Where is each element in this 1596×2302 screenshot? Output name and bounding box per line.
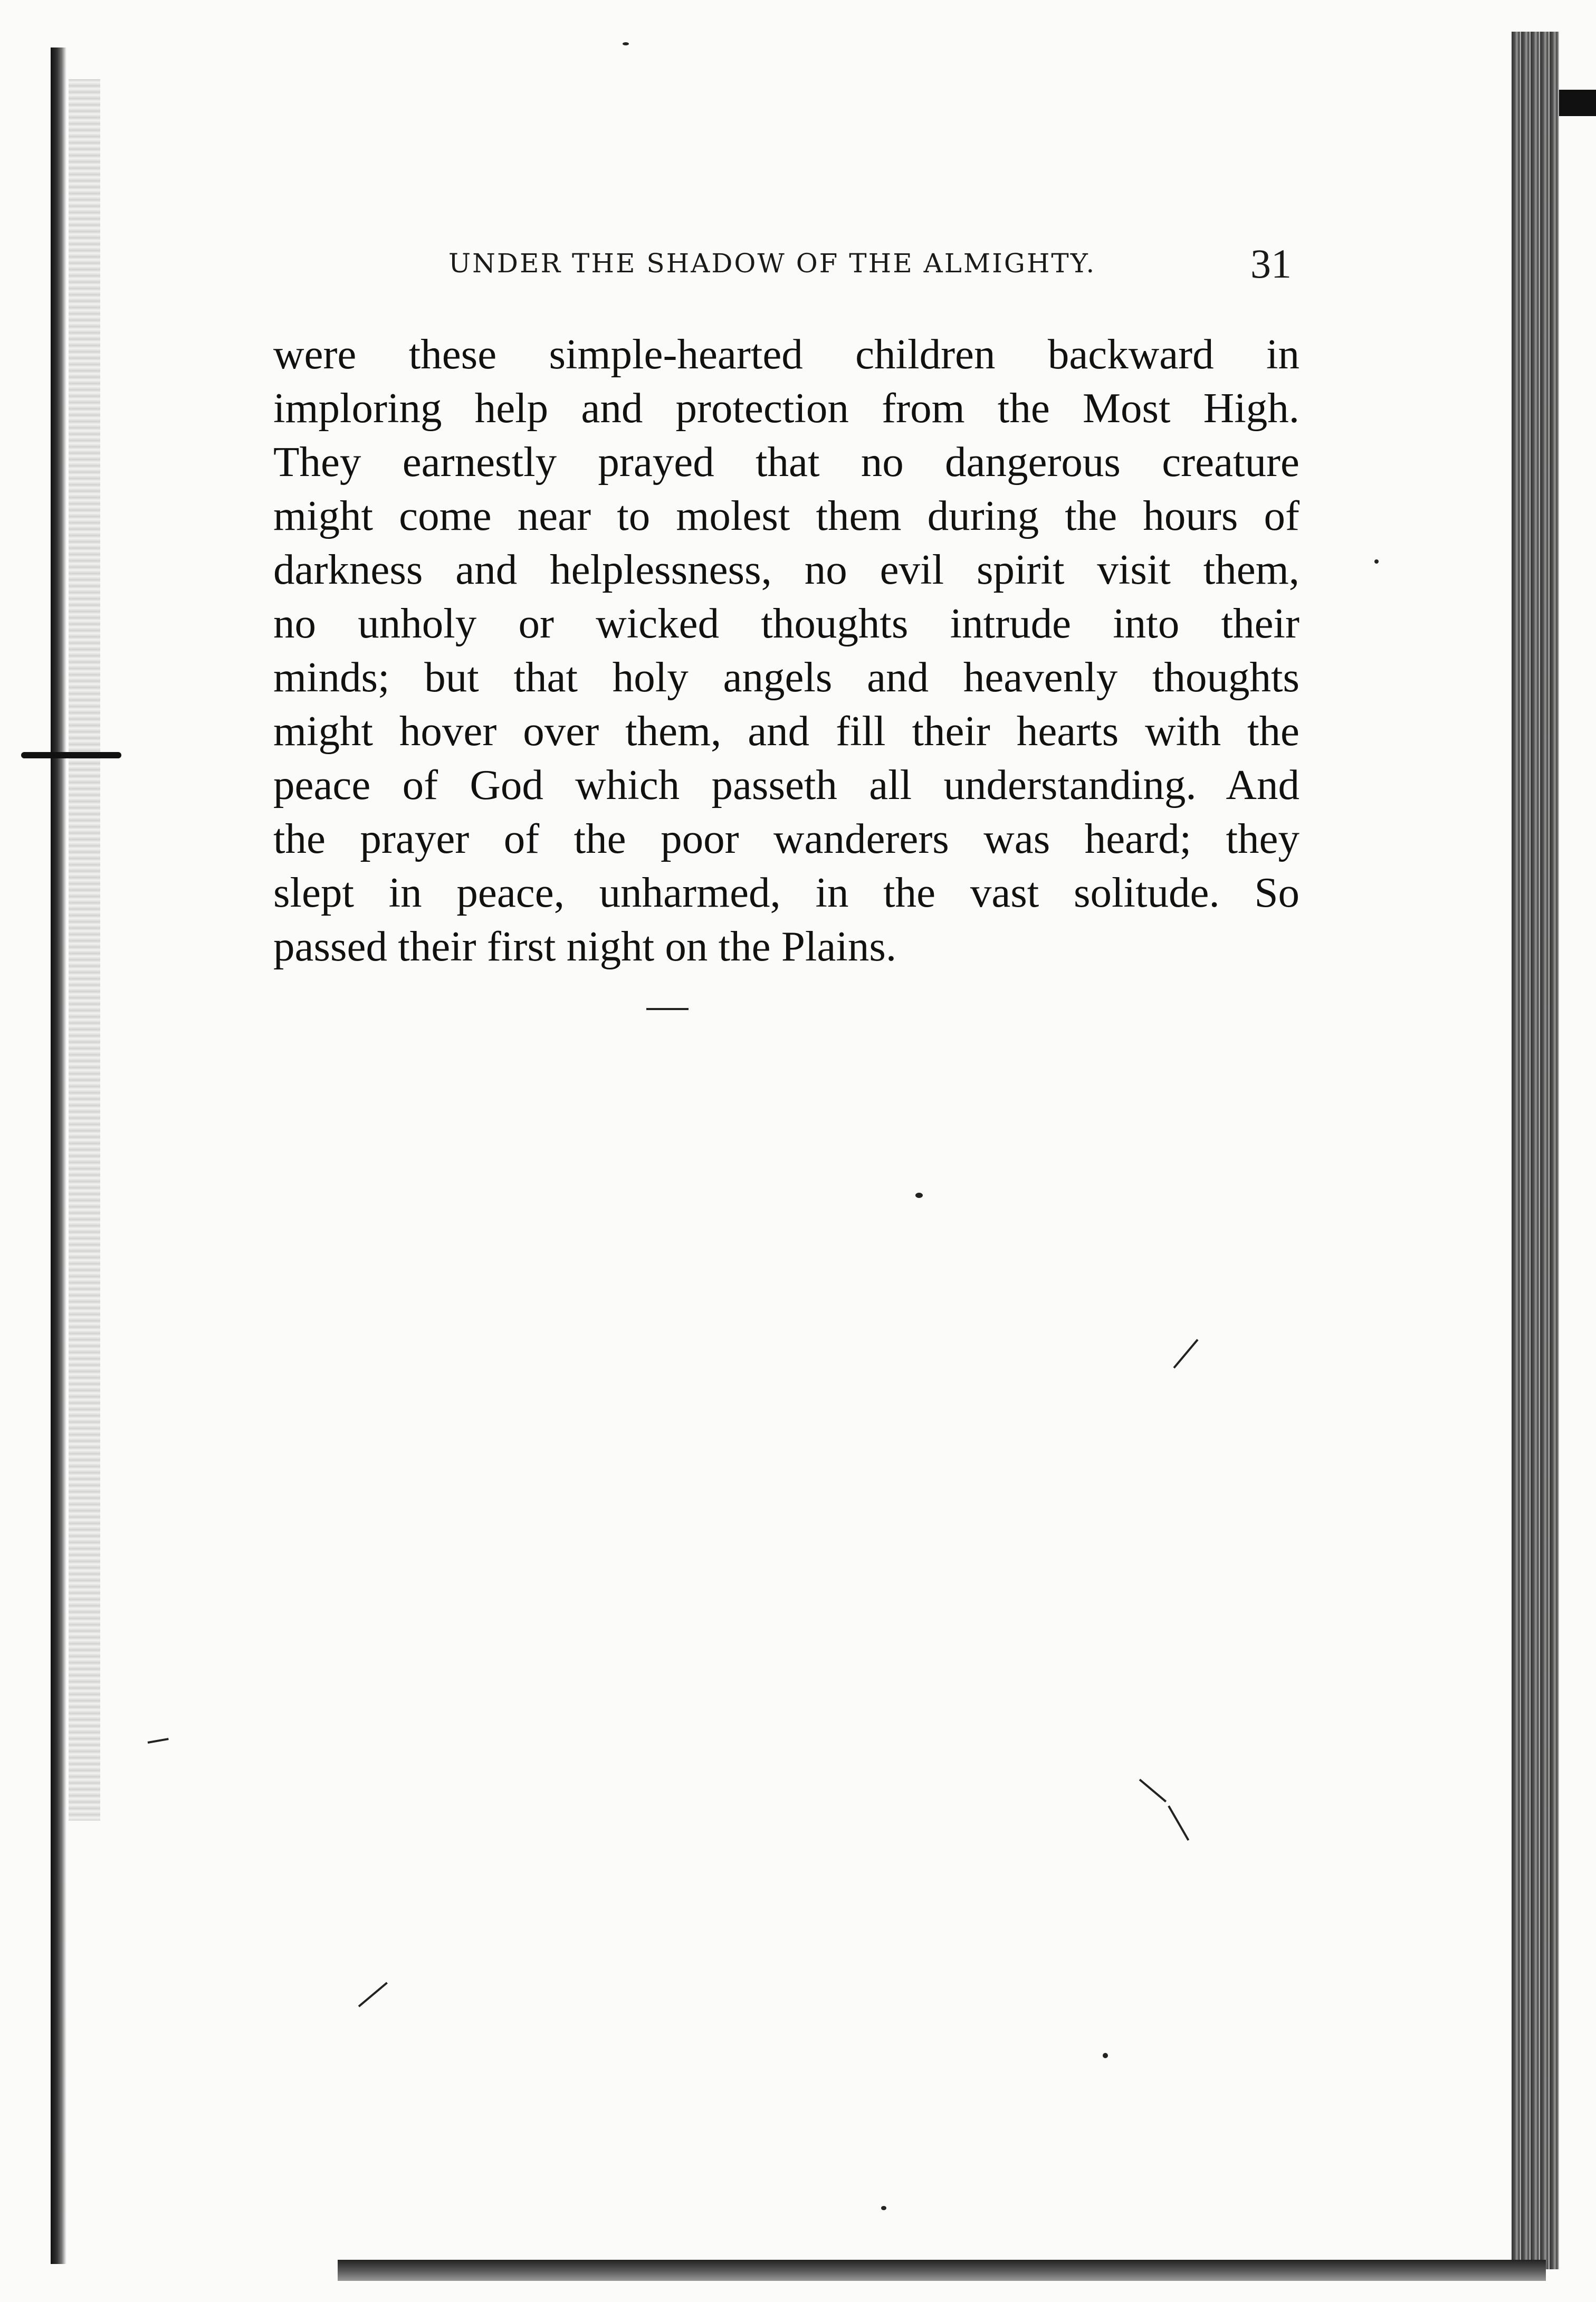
scan-speck bbox=[623, 42, 629, 45]
right-page-edges bbox=[1512, 32, 1559, 2269]
scan-speck bbox=[881, 2206, 886, 2210]
margin-mark bbox=[21, 752, 121, 758]
stray-mark bbox=[148, 1738, 169, 1744]
text-line: might hover over them, and fill their hearts with the bbox=[273, 707, 1299, 755]
text-line: minds; but that holy angels and heavenly thoughts bbox=[273, 653, 1299, 701]
body-paragraph bbox=[273, 327, 1299, 973]
text-line: might come near to molest them during the hours of bbox=[273, 492, 1299, 539]
text-line: were these simple-hearted children backward in bbox=[273, 330, 1299, 378]
scan-speck bbox=[1103, 2053, 1108, 2058]
running-head: UNDER THE SHADOW OF THE ALMIGHTY. bbox=[448, 248, 1096, 279]
text-line: peace of God which passeth all understanding. And bbox=[273, 761, 1299, 808]
left-edge-texture bbox=[69, 79, 100, 1821]
text-line: the prayer of the poor wanderers was heard; they bbox=[273, 815, 1299, 862]
text-line: darkness and helplessness, no evil spirit visit them, bbox=[273, 546, 1299, 593]
stray-mark bbox=[1173, 1339, 1198, 1368]
text-line: imploring help and protection from the Most High. bbox=[273, 384, 1299, 432]
text-line: slept in peace, unharmed, in the vast solitude. So bbox=[273, 869, 1299, 916]
right-edge-tab bbox=[1559, 90, 1596, 116]
text-line: They earnestly prayed that no dangerous creature bbox=[273, 438, 1299, 486]
stray-mark bbox=[1168, 1805, 1189, 1841]
text-line: passed their first night on the Plains. bbox=[273, 922, 897, 970]
stray-mark bbox=[646, 1008, 689, 1010]
page-number: 31 bbox=[1250, 241, 1292, 287]
text-line: no unholy or wicked thoughts intrude into their bbox=[273, 600, 1299, 647]
left-binding-edge bbox=[51, 47, 66, 2264]
scan-speck bbox=[915, 1193, 923, 1198]
stray-mark bbox=[358, 1982, 388, 2007]
scan-speck bbox=[1374, 559, 1379, 564]
stray-mark bbox=[1139, 1778, 1167, 1802]
bottom-page-edge bbox=[338, 2260, 1546, 2281]
